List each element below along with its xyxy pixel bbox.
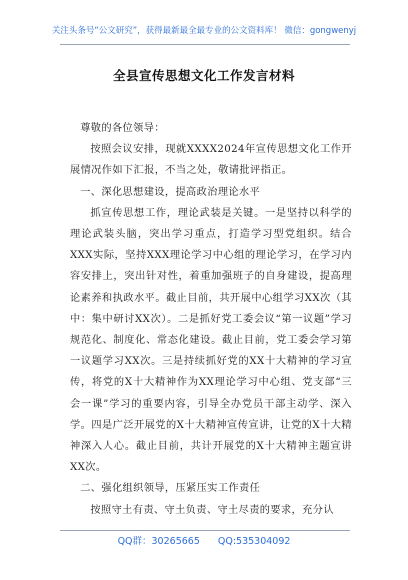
intro-paragraph: 按照会议安排，现就XXXX2024年宣传思想文化工作开展情况作如下汇报，不当之处，敬请批评指正。 — [70, 144, 352, 177]
section-heading-1: 一、深化思想建设，提高政治理论水平 — [80, 186, 261, 198]
section-paragraph-1: 抓宣传思想工作，理论武装是关键。一是坚持以科学的理论武装头脑，突出学习重点，打造学习型党组织。结合XXX实际，坚持XXX理论学习中心组的理论学习，在学习内容安排上，突出针对性，着重加强班子的自身建设，提高理论素养和执政水平。截止目前，共开展中心组学习XX次（其中：集中研讨XX次）。二是抓好党工委会议“第一议题”学习规范化、制度化、常态化建设。截止目前，党工委会学习第一议题学习XX次。三是持续抓好党的XX十大精神的学习宣传，将党的X十大精神作为XX理论学习中心组、党支部“三会一课”学习的重要内容，引导全办党员干部主动学、深入学。四是广泛开展党的X十大精神宣传宣讲，让党的X十大精神深入人心。截止目前，共计开展党的X十大精神主题宣讲XX次。 — [70, 207, 352, 474]
section-heading-2: 二、强化组织领导，压紧压实工作责任 — [80, 483, 261, 495]
section-paragraph-2: 按照守土有责、守土负责、守土尽责的要求，充分认 — [90, 504, 334, 516]
document-body — [70, 118, 352, 521]
salutation: 尊敬的各位领导： — [80, 123, 165, 134]
footer-contact — [0, 533, 408, 547]
qq-group-label: QQ群：30265665 — [117, 536, 200, 547]
footer-divider — [60, 530, 350, 531]
qq-contact-label: QQ:535304092 — [217, 536, 291, 547]
header-divider — [60, 44, 350, 45]
document-title: 全县宣传思想文化工作发言材料 — [112, 68, 295, 83]
header-notice: 关注头条号“公文研究”，获得最新最全最专业的公文资料库！ 微信：gongwenyj — [51, 26, 357, 36]
